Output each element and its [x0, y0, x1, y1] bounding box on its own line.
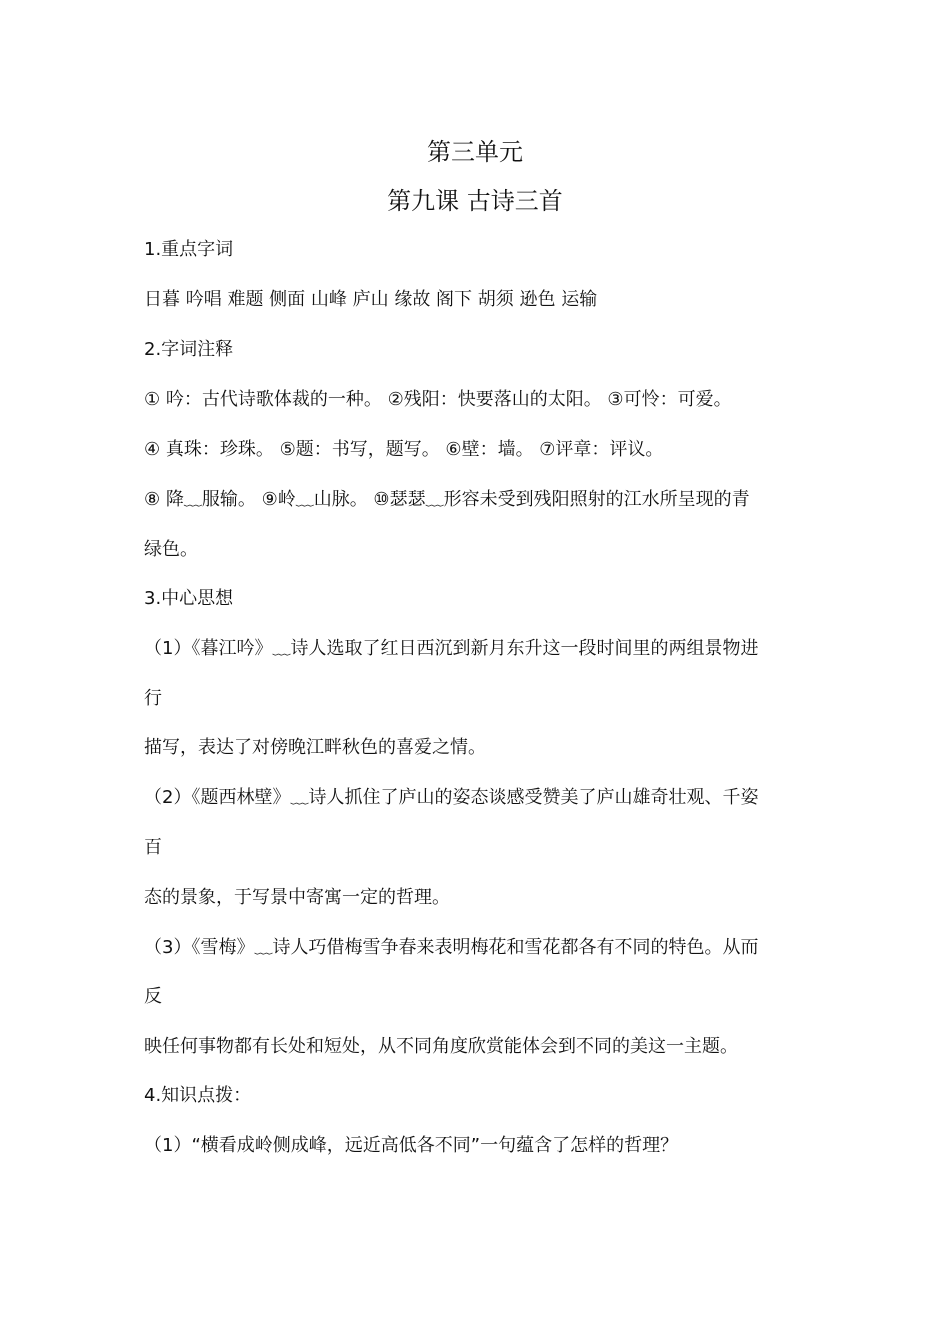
central-idea-paragraph-line: 态的景象，于写景中寄寓一定的哲理。 [144, 887, 450, 908]
key-words-list: 日暮 吟唱 难题 侧面 山峰 庐山 缘故 阁下 胡须 逊色 运输 [144, 289, 598, 310]
central-idea-paragraph-line: 映任何事物都有长处和短处，从不同角度欣赏能体会到不同的美这一主题。 [144, 1036, 738, 1057]
central-idea-paragraph-line: （1）《暮江吟》﹏诗人选取了红日西沉到新月东升这一段时间里的两组景物进 [144, 638, 759, 659]
annotation-line: 绿色。 [144, 539, 198, 560]
unit-title: 第三单元 [427, 138, 523, 166]
lesson-title: 第九课 古诗三首 [387, 187, 563, 215]
annotation-line: ④ 真珠：珍珠。 ⑤题：书写，题写。 ⑥壁：墙。 ⑦评章：评议。 [144, 439, 664, 460]
section-heading-annotations: 2.字词注释 [144, 339, 234, 360]
annotation-line: ⑧ 降﹏服输。 ⑨岭﹏山脉。 ⑩瑟瑟﹏形容未受到残阳照射的江水所呈现的青 [144, 489, 750, 510]
central-idea-paragraph-line: 行 [144, 688, 162, 709]
annotation-line: ① 吟：古代诗歌体裁的一种。 ②残阳：快要落山的太阳。 ③可怜：可爱。 [144, 389, 732, 410]
section-heading-knowledge-points: 4.知识点拨： [144, 1085, 252, 1106]
section-heading-central-idea: 3.中心思想 [144, 588, 234, 609]
central-idea-paragraph-line: 描写，表达了对傍晚江畔秋色的喜爱之情。 [144, 737, 486, 758]
central-idea-paragraph-line: 反 [144, 986, 162, 1007]
central-idea-paragraph-line: （2）《题西林壁》﹏诗人抓住了庐山的姿态谈感受赞美了庐山雄奇壮观、千姿 [144, 787, 759, 808]
section-heading-key-words: 1.重点字词 [144, 239, 234, 260]
knowledge-question: （1）“横看成岭侧成峰，远近高低各不同”一句蕴含了怎样的哲理？ [144, 1135, 679, 1156]
central-idea-paragraph-line: （3）《雪梅》﹏诗人巧借梅雪争春来表明梅花和雪花都各有不同的特色。从而 [144, 937, 759, 958]
central-idea-paragraph-line: 百 [144, 837, 162, 858]
